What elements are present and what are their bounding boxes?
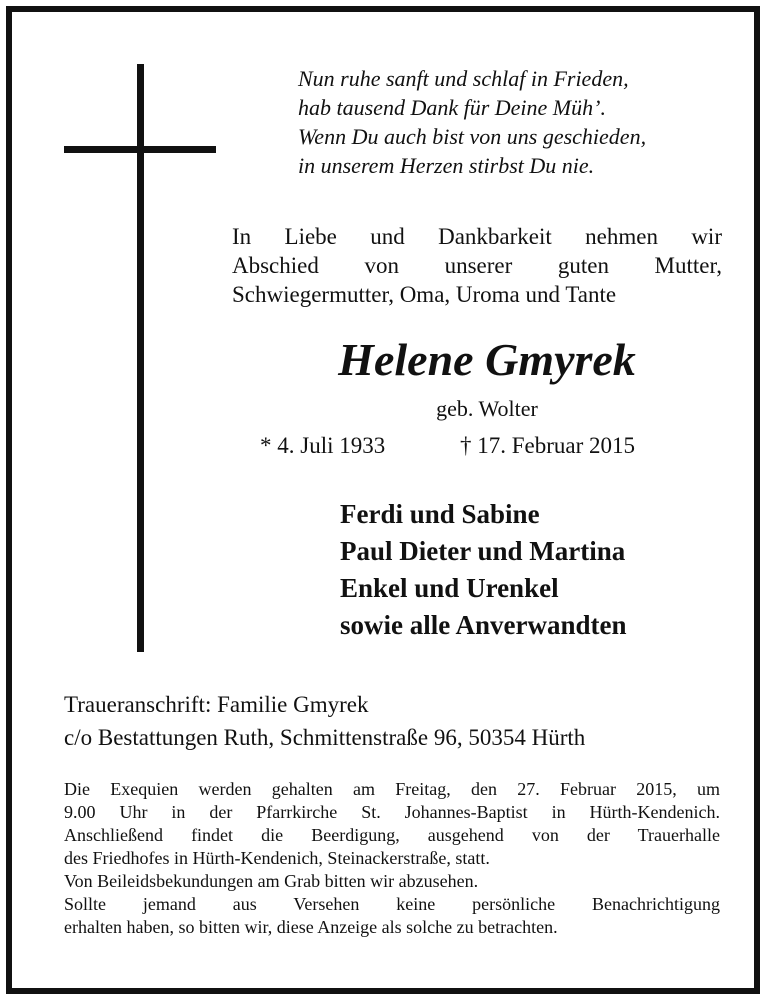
- memorial-poem: [298, 64, 738, 180]
- poem-line: Nun ruhe sanft und schlaf in Frieden,: [298, 66, 629, 91]
- birth-date: * 4. Juli 1933: [260, 433, 386, 458]
- notice-line: Die Exequien werden gehalten am Freitag, den 27. Februar 2015, um: [64, 779, 720, 799]
- mourner-line: Paul Dieter und Martina: [340, 536, 626, 566]
- mourner-line: Enkel und Urenkel: [340, 573, 559, 603]
- birth-name: geb. Wolter: [436, 396, 538, 421]
- poem-line: hab tausend Dank für Deine Müh’.: [298, 95, 606, 120]
- mourners-list: [340, 496, 750, 644]
- obituary-notice: [6, 6, 760, 994]
- address-line: c/o Bestattungen Ruth, Schmittenstraße 96, 50354 Hürth: [64, 725, 586, 750]
- death-date: † 17. Februar 2015: [460, 433, 636, 458]
- poem-line: in unserem Herzen stirbst Du nie.: [298, 153, 595, 178]
- notice-line: 9.00 Uhr in der Pfarrkirche St. Johannes-Baptist in Hürth-Kendenich.: [64, 802, 720, 822]
- address-line: Traueranschrift: Familie Gmyrek: [64, 692, 369, 717]
- mourner-line: sowie alle Anverwandten: [340, 610, 627, 640]
- notice-line: Sollte jemand aus Versehen keine persönliche Benachrichtigung: [64, 894, 720, 914]
- poem-line: Wenn Du auch bist von uns geschieden,: [298, 124, 647, 149]
- intro-line: Abschied von unserer guten Mutter,: [232, 253, 722, 278]
- notice-line: des Friedhofes in Hürth-Kendenich, Steinackerstraße, statt.: [64, 848, 490, 868]
- notice-line: Von Beileidsbekundungen am Grab bitten wir abzusehen.: [64, 871, 479, 891]
- notice-line: Anschließend findet die Beerdigung, ausgehend von der Trauerhalle: [64, 825, 720, 845]
- funeral-notice: [64, 778, 720, 939]
- intro-line: Schwiegermutter, Oma, Uroma und Tante: [232, 282, 617, 307]
- notice-line: erhalten haben, so bitten wir, diese Anzeige als solche zu betrachten.: [64, 917, 558, 937]
- mourning-address: [64, 688, 724, 754]
- mourner-line: Ferdi und Sabine: [340, 499, 540, 529]
- intro-line: In Liebe und Dankbarkeit nehmen wir: [232, 224, 722, 249]
- deceased-name: Helene Gmyrek: [338, 334, 636, 385]
- intro-text: [232, 222, 722, 309]
- cross-horizontal-bar: [64, 146, 216, 153]
